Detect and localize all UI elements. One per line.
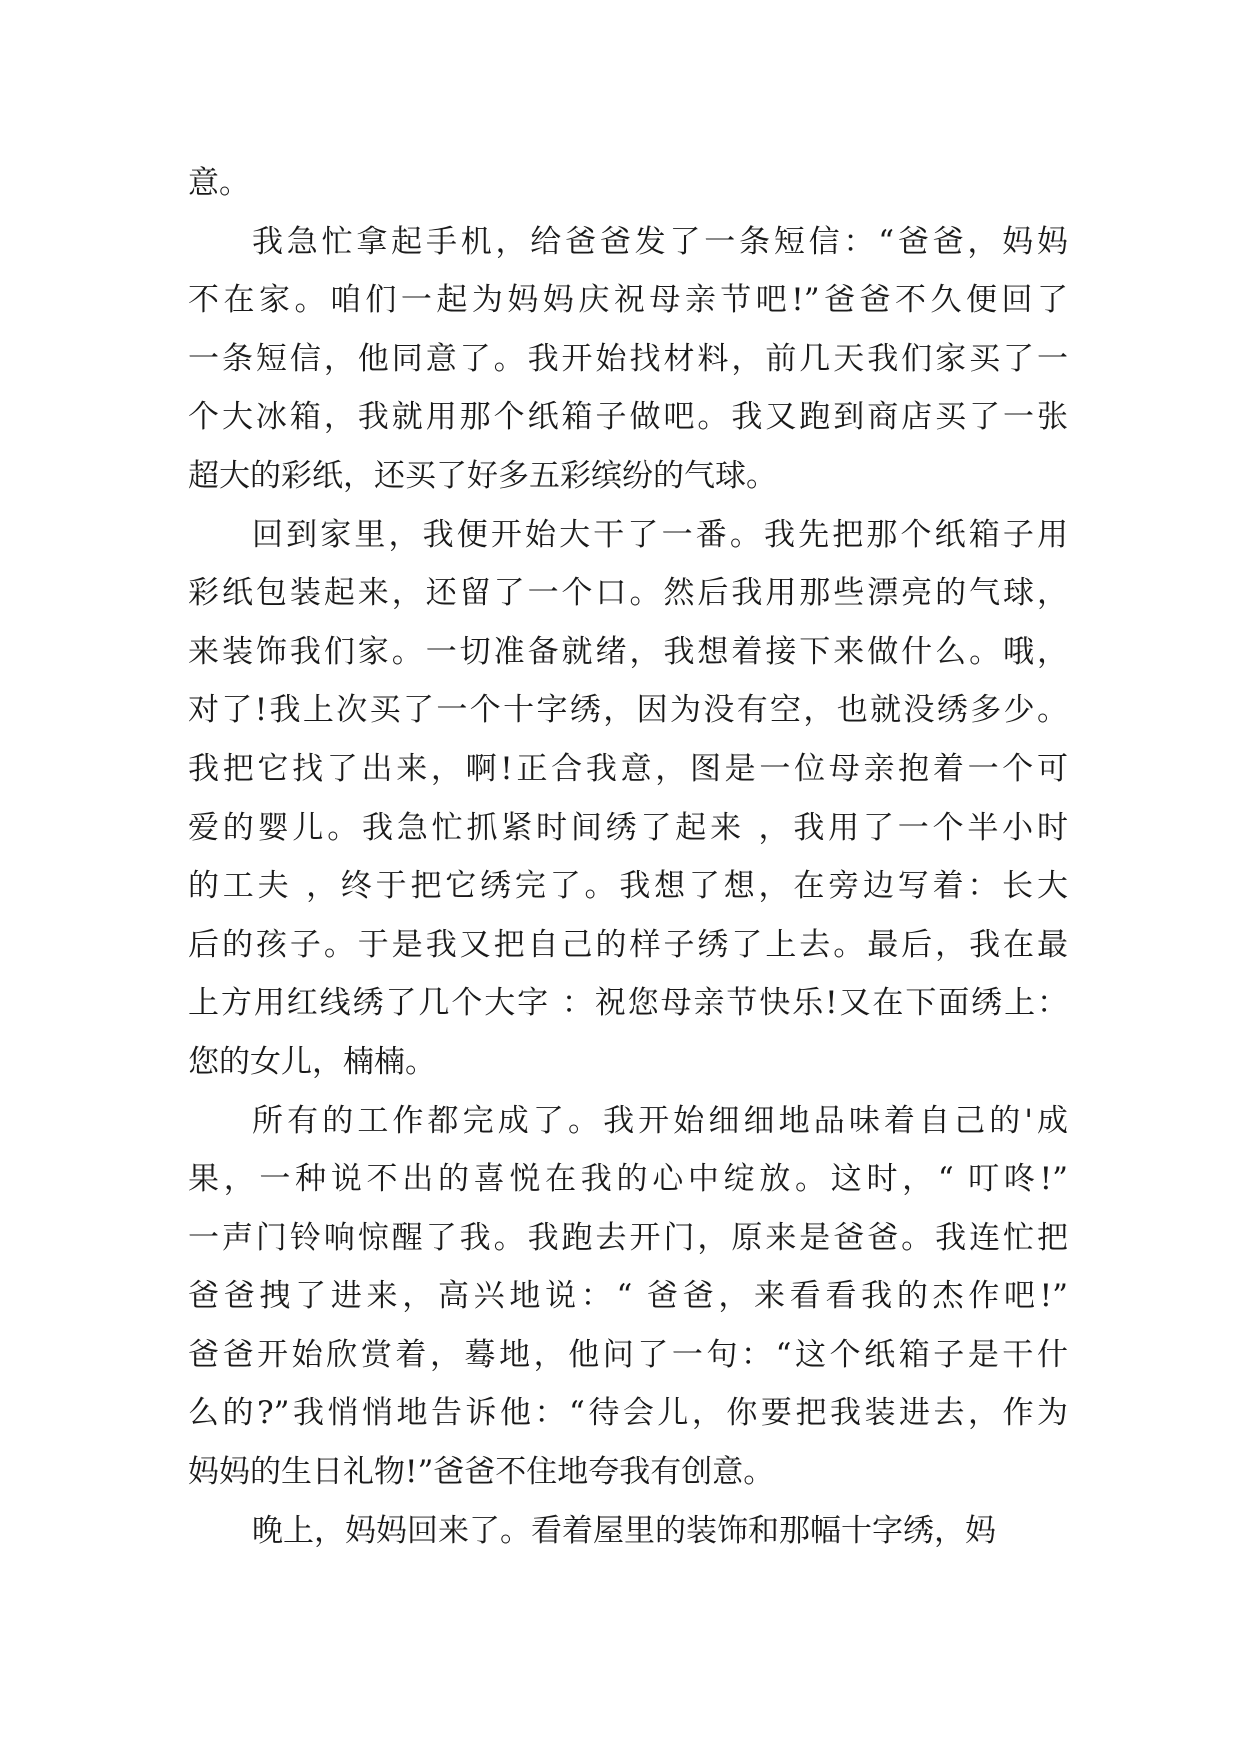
paragraph-start-line: 所有的工作都完成了。我开始细细地品味着自己的'成 (252, 1102, 1068, 1139)
text-line: 后的孩子。于是我又把自己的样子绣了上去。最后，我在最 (188, 926, 1068, 963)
text-line: 来装饰我们家。一切准备就绪，我想着接下来做什么。哦， (188, 633, 1068, 670)
text-line: 意。 (188, 165, 250, 201)
paragraph-start-line: 回到家里，我便开始大干了一番。我先把那个纸箱子用 (252, 516, 1068, 553)
paragraph-start-line: 我急忙拿起手机，给爸爸发了一条短信：“爸爸，妈妈 (252, 223, 1068, 260)
text-line: 我把它找了出来，啊!正合我意，图是一位母亲抱着一个可 (188, 750, 1068, 787)
text-line: 个大冰箱，我就用那个纸箱子做吧。我又跑到商店买了一张 (188, 399, 1068, 436)
text-line: 上方用红线绣了几个大字 ：祝您母亲节快乐!又在下面绣上： (188, 985, 1068, 1022)
text-line: 您的女儿，楠楠。 (188, 1043, 436, 1080)
text-line: 一声门铃响惊醒了我。我跑去开门，原来是爸爸。我连忙把 (188, 1219, 1068, 1256)
text-line: 一条短信，他同意了。我开始找材料，前几天我们家买了一 (188, 340, 1068, 377)
text-line: 爸爸开始欣赏着，蓦地，他问了一句：“这个纸箱子是干什 (188, 1336, 1068, 1373)
text-line: 彩纸包装起来，还留了一个口。然后我用那些漂亮的气球， (188, 575, 1068, 612)
text-line: 爱的婴儿。我急忙抓紧时间绣了起来 ，我用了一个半小时 (188, 809, 1068, 846)
text-line: 妈妈的生日礼物!”爸爸不住地夸我有创意。 (188, 1454, 775, 1491)
text-line: 超大的彩纸，还买了好多五彩缤纷的气球。 (188, 457, 777, 494)
text-line: 么的?”我悄悄地告诉他：“待会儿，你要把我装进去，作为 (188, 1395, 1068, 1432)
text-line: 不在家。咱们一起为妈妈庆祝母亲节吧!”爸爸不久便回了 (188, 282, 1068, 319)
text-line: 对了!我上次买了一个十字绣，因为没有空，也就没绣多少。 (188, 692, 1068, 729)
paragraph-start-line: 晚上，妈妈回来了。看着屋里的装饰和那幅十字绣，妈 (252, 1512, 996, 1549)
text-line: 的工夫 ，终于把它绣完了。我想了想，在旁边写着：长大 (188, 868, 1068, 905)
essay-body (188, 154, 1068, 1560)
text-line: 果，一种说不出的喜悦在我的心中绽放。这时，“ 叮咚!” (188, 1161, 1068, 1198)
text-line: 爸爸拽了进来，高兴地说：“ 爸爸，来看看我的杰作吧!” (188, 1278, 1068, 1315)
